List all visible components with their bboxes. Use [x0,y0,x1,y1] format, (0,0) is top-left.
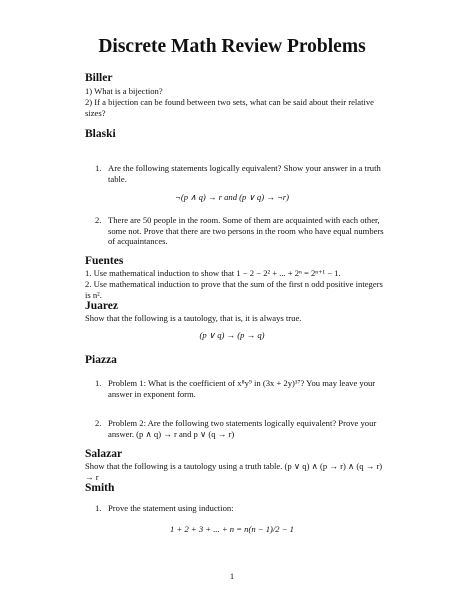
piazza-heading: Piazza [85,354,117,366]
piazza-item-1-text: Problem 1: What is the coefficient of x⁸y⁹ in (3x + 2y)¹⁷? You may leave your answer in exponent form. [108,378,376,399]
biller-question-1: 1) What is a bijection? [85,86,163,96]
juarez-heading: Juarez [85,300,119,312]
page-title: Discrete Math Review Problems [98,36,366,57]
salazar-heading: Salazar [85,448,123,460]
page-number: 1 [229,571,235,581]
blaski-item-2-text: There are 50 people in the room. Some of them are acquainted with each other, some not. Prove that there are two persons in the room who have equal numbers of acquaintances. [108,215,384,247]
blaski-item-1-formula: ¬(p ∧ q) → r and (p ∨ q) → ¬r) [175,192,289,202]
fuentes-question-1: 1. Use mathematical induction to show that 1 − 2 − 2² + ... + 2ⁿ = 2ⁿ⁺¹ − 1. [85,268,341,278]
blaski-heading: Blaski [85,128,116,140]
blaski-item-1-text: Are the following statements logically equivalent? Show your answer in a truth table. [108,163,381,184]
biller-question-2: 2) If a bijection can be found between two sets, what can be said about their relative sizes? [85,97,374,118]
piazza-item-2-number: 2. [95,418,102,428]
blaski-item-2-number: 2. [95,215,102,225]
smith-item-number: 1. [95,503,102,513]
fuentes-heading: Fuentes [85,255,124,267]
biller-heading: Biller [85,72,113,84]
smith-item-text: Prove the statement using induction: [108,503,234,513]
blaski-item-1-number: 1. [95,163,102,173]
salazar-text: Show that the following is a tautology using a truth table. (p ∨ q) ∧ (p → r) ∧ (q → r) → r [85,461,383,482]
smith-heading: Smith [85,482,115,494]
juarez-text: Show that the following is a tautology, that is, it is always true. [85,313,302,323]
smith-formula: 1 + 2 + 3 + ... + n = n(n − 1)/2 − 1 [170,524,294,534]
juarez-formula: (p ∨ q) → (p → q) [199,330,265,340]
fuentes-question-2: 2. Use mathematical induction to prove that the sum of the first n odd positive integers is n². [85,279,383,300]
piazza-item-2-text: Problem 2: Are the following two statements logically equivalent? Prove your answer. (p ∧ q) → r and p ∨ (q → r) [108,418,377,439]
piazza-item-1-number: 1. [95,378,102,388]
